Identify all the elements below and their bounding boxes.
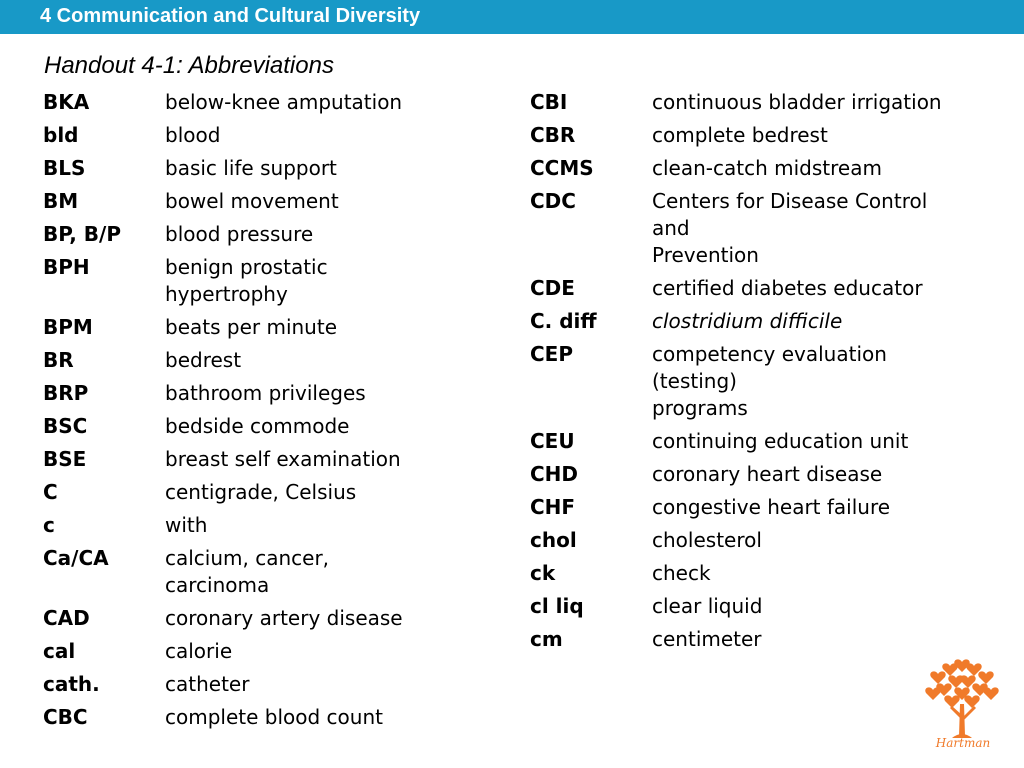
abbreviation-row: [43, 347, 473, 374]
abbreviation-meaning: congestive heart failure: [652, 495, 891, 519]
abbreviation-meaning: clean-catch midstream: [652, 156, 882, 180]
chapter-title: 4 Communication and Cultural Diversity: [40, 5, 421, 27]
abbreviation-term: BRP: [43, 381, 89, 405]
abbreviation-meaning: with: [165, 513, 208, 537]
abbreviation-row: [43, 188, 473, 215]
abbreviation-row: [530, 275, 1000, 302]
abbreviation-meaning: bowel movement: [165, 189, 339, 213]
abbreviation-row: [43, 413, 473, 440]
abbreviation-term: CAD: [43, 606, 90, 630]
abbreviation-meaning: benign prostatic hypertrophy: [165, 255, 328, 306]
hartman-logo-text: Hartman: [935, 736, 991, 750]
abbreviation-meaning: blood pressure: [165, 222, 314, 246]
abbreviation-row: [43, 221, 473, 248]
abbreviation-term: BPM: [43, 315, 93, 339]
abbreviation-term: chol: [530, 528, 577, 552]
abbreviation-term: BLS: [43, 156, 86, 180]
abbreviation-row: [530, 527, 1000, 554]
abbreviation-meaning: centigrade, Celsius: [165, 480, 357, 504]
right-abbreviation-list: [530, 89, 1000, 659]
abbreviation-term: BSE: [43, 447, 87, 471]
abbreviation-row: [43, 314, 473, 341]
abbreviation-meaning: complete bedrest: [652, 123, 828, 147]
abbreviation-term: BM: [43, 189, 79, 213]
abbreviation-term: CHD: [530, 462, 579, 486]
abbreviation-row: [530, 626, 1000, 653]
abbreviation-row: [43, 638, 473, 665]
abbreviation-term: c: [43, 513, 55, 537]
abbreviation-meaning: basic life support: [165, 156, 337, 180]
abbreviation-meaning: certified diabetes educator: [652, 276, 923, 300]
abbreviation-meaning: catheter: [165, 672, 250, 696]
abbreviation-term: BKA: [43, 90, 90, 114]
abbreviation-term: BR: [43, 348, 74, 372]
abbreviation-row: [43, 545, 473, 599]
abbreviation-row: [530, 122, 1000, 149]
abbreviation-row: [530, 188, 1000, 269]
abbreviation-meaning: check: [652, 561, 711, 585]
abbreviation-row: [43, 380, 473, 407]
abbreviation-meaning: below-knee amputation: [165, 90, 403, 114]
abbreviation-term: BP, B/P: [43, 222, 121, 246]
abbreviation-row: [43, 479, 473, 506]
handout-title: Handout 4-1: Abbreviations: [44, 52, 334, 79]
abbreviation-term: C: [43, 480, 58, 504]
abbreviation-meaning: cholesterol: [652, 528, 762, 552]
abbreviation-row: [43, 254, 473, 308]
abbreviation-row: [530, 560, 1000, 587]
abbreviation-row: [530, 428, 1000, 455]
abbreviation-row: [530, 89, 1000, 116]
abbreviation-row: [530, 308, 1000, 335]
header-bar: [0, 0, 1024, 34]
abbreviation-meaning: complete blood count: [165, 705, 383, 729]
abbreviation-row: [43, 512, 473, 539]
abbreviation-meaning: competency evaluation (testing) programs: [652, 342, 887, 420]
abbreviation-meaning: bedside commode: [165, 414, 350, 438]
abbreviation-term: CEP: [530, 342, 573, 366]
abbreviation-row: [43, 671, 473, 698]
abbreviation-term: ck: [530, 561, 556, 585]
abbreviation-term: CBI: [530, 90, 568, 114]
abbreviation-term: CHF: [530, 495, 576, 519]
abbreviation-row: [530, 494, 1000, 521]
abbreviation-term: cal: [43, 639, 76, 663]
abbreviation-term: CDE: [530, 276, 575, 300]
abbreviation-row: [43, 446, 473, 473]
abbreviation-meaning: beats per minute: [165, 315, 337, 339]
abbreviation-meaning: breast self examination: [165, 447, 401, 471]
abbreviation-meaning: bathroom privileges: [165, 381, 366, 405]
abbreviation-meaning: coronary artery disease: [165, 606, 403, 630]
abbreviation-term: cl liq: [530, 594, 584, 618]
abbreviation-row: [530, 155, 1000, 182]
abbreviation-term: CEU: [530, 429, 575, 453]
abbreviation-meaning: continuing education unit: [652, 429, 909, 453]
abbreviation-term: cath.: [43, 672, 100, 696]
abbreviation-term: C. diff: [530, 309, 597, 333]
abbreviation-row: [43, 605, 473, 632]
abbreviation-term: CCMS: [530, 156, 594, 180]
abbreviation-term: BPH: [43, 255, 90, 279]
abbreviation-term: BSC: [43, 414, 88, 438]
abbreviation-meaning: bedrest: [165, 348, 242, 372]
abbreviation-meaning: calcium, cancer, carcinoma: [165, 546, 330, 597]
abbreviation-row: [530, 593, 1000, 620]
abbreviation-row: [530, 461, 1000, 488]
abbreviation-meaning: clear liquid: [652, 594, 763, 618]
abbreviation-row: [43, 89, 473, 116]
abbreviation-row: [530, 341, 1000, 422]
abbreviation-meaning: continuous bladder irrigation: [652, 90, 942, 114]
abbreviation-meaning: centimeter: [652, 627, 762, 651]
abbreviation-term: CBC: [43, 705, 88, 729]
abbreviation-term: CDC: [530, 189, 576, 213]
abbreviation-term: CBR: [530, 123, 576, 147]
abbreviation-meaning: blood: [165, 123, 221, 147]
left-abbreviation-list: [43, 89, 473, 737]
abbreviation-term: cm: [530, 627, 563, 651]
abbreviation-term: bld: [43, 123, 79, 147]
abbreviation-row: [43, 704, 473, 731]
abbreviation-row: [43, 155, 473, 182]
abbreviation-meaning: calorie: [165, 639, 233, 663]
abbreviation-meaning: clostridium difficile: [652, 309, 843, 333]
abbreviation-term: Ca/CA: [43, 546, 109, 570]
abbreviation-meaning: coronary heart disease: [652, 462, 883, 486]
abbreviation-meaning: Centers for Disease Control and Prevention: [652, 189, 928, 267]
abbreviation-row: [43, 122, 473, 149]
